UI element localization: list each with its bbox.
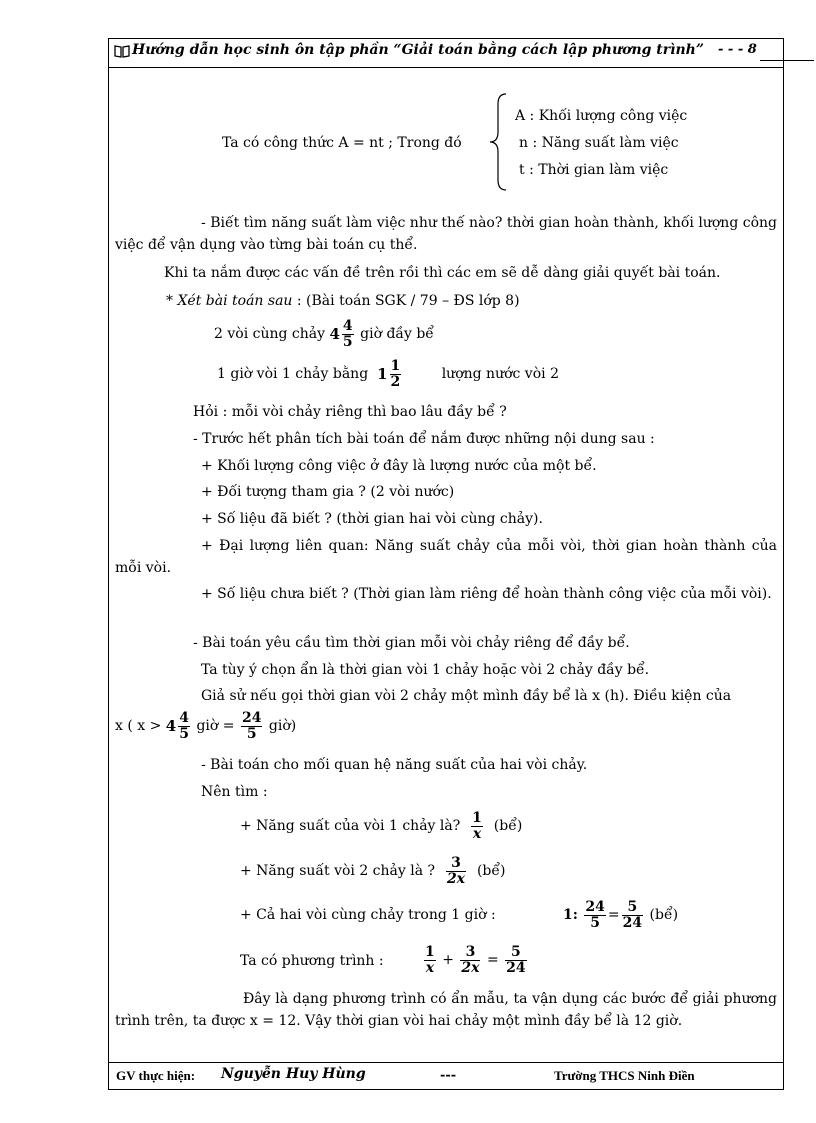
- analysis-bullet-4: + Đại lượng liên quan: Năng suất chảy của mỗi vòi, thời gian hoàn thành của mỗi vòi.: [115, 538, 777, 576]
- analysis-requirement: - Bài toán yêu cầu tìm thời gian mỗi vòi chảy riêng để đầy bể.: [193, 635, 630, 651]
- paragraph-1: - Biết tìm năng suất làm việc như thế nào? thời gian hoàn thành, khối lượng công việc để vận dụng vào từng bài toán cụ thể.: [115, 215, 777, 253]
- brace-icon: [486, 92, 510, 192]
- footer-label: GV thực hiện:: [116, 1068, 196, 1083]
- problem-question: Hỏi : mỗi vòi chảy riêng thì bao lâu đầy bể ?: [193, 404, 507, 420]
- page-footer: [108, 1062, 784, 1063]
- header-title: Hướng dẫn học sinh ôn tập phần “Giải toán bằng cách lập phương trình”: [132, 42, 704, 58]
- rate-3-label: + Cả hai vòi cùng chảy trong 1 giờ :: [240, 907, 496, 923]
- formula-item-t: t : Thời gian làm việc: [519, 162, 669, 178]
- rate-1: + Năng suất của vòi 1 chảy là? $\frac{1}{x}$ (bể): [240, 809, 523, 842]
- paragraph-2: Khi ta nắm được các vấn đề trên rồi thì các em sẽ dễ dàng giải quyết bài toán.: [164, 265, 721, 281]
- problem-line-2: 1 giờ vòi 1 chảy bằng 1 $\frac{1}{2}$ lượng nước vòi 2: [217, 357, 559, 390]
- formula-item-a: A : Khối lượng công việc: [515, 108, 688, 124]
- rate-2: + Năng suất vòi 2 chảy là ? $\frac{3}{2x}$ (bể): [240, 854, 506, 887]
- footer-teacher-name: Nguyễn Huy Hùng: [221, 1066, 366, 1082]
- footer-school: Trường THCS Ninh Điền: [554, 1068, 695, 1083]
- analysis-intro: - Trước hết phân tích bài toán để nắm được những nội dung sau :: [193, 431, 655, 447]
- page-number: - - - 8: [718, 42, 757, 57]
- analysis-condition: x ( x > 4 $\frac{4}{5}$ giờ = $\frac{24}{5}$ giờ): [115, 709, 297, 742]
- rate-3-value: 1: $\frac{24}{5}$ = $\frac{5}{24}$ (bể): [563, 898, 679, 931]
- footer-separator: ---: [440, 1068, 457, 1083]
- equation: $\frac{1}{x}$ + $\frac{3}{2x}$ = $\frac{5}{24}$: [425, 943, 526, 976]
- problem-line-1: 2 vòi cùng chảy 4 $\frac{4}{5}$ giờ đầy bể: [214, 317, 434, 350]
- conclusion: Đây là dạng phương trình có ẩn mẫu, ta vận dụng các bước để giải phương trình trên, ta được x = 12. Vậy thời gian vòi hai chảy một mình đầy bể là 12 giờ.: [115, 991, 777, 1029]
- analysis-bullet-1: + Khối lượng công việc ở đây là lượng nước của một bể.: [201, 458, 597, 474]
- header-rule: [760, 60, 814, 61]
- equation-label: Ta có phương trình :: [240, 953, 384, 969]
- analysis-choose: Ta tùy ý chọn ẩn là thời gian vòi 1 chảy hoặc vòi 2 chảy đầy bể.: [201, 662, 650, 678]
- problem-heading: * Xét bài toán sau : (Bài toán SGK / 79 – ĐS lớp 8): [166, 293, 520, 309]
- analysis-bullet-3: + Số liệu đã biết ? (thời gian hai vòi cùng chảy).: [201, 511, 543, 527]
- formula-intro: Ta có công thức A = nt ; Trong đó: [222, 135, 462, 151]
- formula-item-n: n : Năng suất làm việc: [519, 135, 679, 151]
- analysis-find: Nên tìm :: [201, 784, 268, 800]
- book-icon: [114, 44, 130, 62]
- analysis-relation: - Bài toán cho mối quan hệ năng suất của hai vòi chảy.: [201, 757, 588, 773]
- analysis-bullet-5: + Số liệu chưa biết ? (Thời gian làm riêng để hoàn thành công việc của mỗi vòi).: [201, 586, 772, 602]
- analysis-suppose: Giả sử nếu gọi thời gian vòi 2 chảy một mình đầy bể là x (h). Điều kiện của: [201, 688, 732, 704]
- analysis-bullet-2: + Đối tượng tham gia ? (2 vòi nước): [201, 484, 455, 500]
